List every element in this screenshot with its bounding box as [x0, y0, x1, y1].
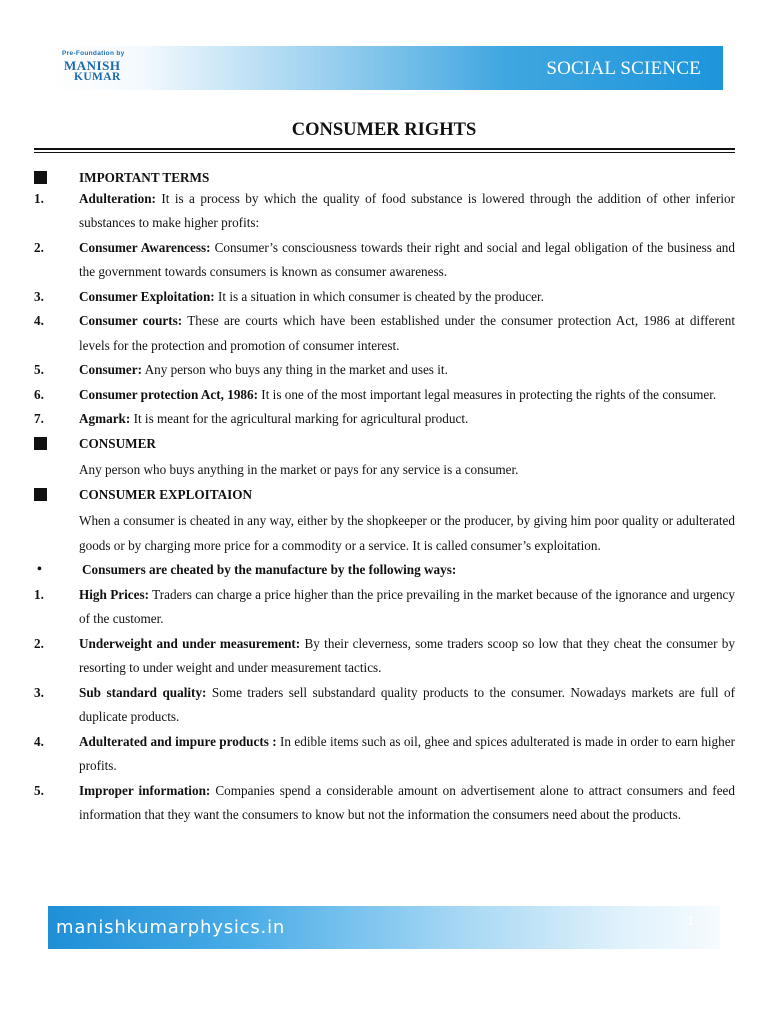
- item-number: 7.: [34, 411, 44, 426]
- title-rule-thick: [34, 148, 735, 150]
- section-heading: CONSUMER EXPLOITAION: [79, 486, 253, 502]
- logo-name-last: KUMAR: [74, 71, 121, 83]
- section-heading-row: [34, 483, 735, 510]
- way-label: Improper information:: [79, 782, 211, 798]
- section-paragraph: When a consumer is cheated in any way, either by the shopkeeper or the producer, by giving him poor quality or adulterated goods or by charging more price for a commodity or a service. It is called consumer’s exploitation.: [79, 513, 735, 553]
- brand-logo: [60, 50, 170, 88]
- term-label: Agmark:: [79, 411, 131, 426]
- item-number: 2.: [34, 635, 44, 651]
- item-number: 5.: [34, 782, 44, 798]
- item-number: 5.: [34, 362, 44, 377]
- bullet-dot-icon: •: [37, 562, 42, 577]
- term-label: Consumer protection Act, 1986:: [79, 386, 258, 402]
- way-label: Sub standard quality:: [79, 684, 207, 700]
- footer-banner: [48, 906, 720, 949]
- website-label: manishkumarphysics.in: [56, 917, 286, 938]
- paragraph-row: [34, 509, 735, 558]
- term-text: It is meant for the agricultural marking for agricultural product.: [133, 411, 469, 426]
- document-body: [34, 166, 735, 828]
- item-number: 4.: [34, 733, 44, 749]
- term-label: Consumer:: [79, 362, 143, 377]
- section-heading: CONSUMER: [79, 435, 156, 451]
- ways-heading-row: [34, 558, 735, 583]
- term-text: These are courts which have been established under the consumer protection Act, 1986 at different levels for the protection and promotion of consumer interest.: [79, 313, 736, 353]
- term-text: Any person who buys any thing in the market and uses it.: [144, 362, 448, 377]
- square-bullet-icon: [34, 437, 47, 450]
- term-label: Consumer Awarencess:: [79, 239, 211, 255]
- ways-heading: Consumers are cheated by the manufacture by the following ways:: [82, 562, 457, 577]
- item-number: 3.: [34, 288, 44, 304]
- way-text: In edible items such as oil, ghee and spices adulterated is made in order to earn higher profits.: [79, 733, 735, 773]
- title-rule-thin: [34, 152, 735, 153]
- term-label: Adulteration:: [79, 190, 156, 206]
- term-item: [34, 383, 735, 408]
- way-item: [34, 583, 735, 632]
- term-item: [34, 236, 735, 285]
- way-text: Companies spend a considerable amount on advertisement alone to attract consumers and feed information that they want the consumers to know but not the information the consumers need about the products.: [79, 782, 735, 822]
- way-label: Adulterated and impure products :: [79, 733, 277, 749]
- term-text: Consumer’s consciousness towards their right and social and legal obligation of the business and the government towards consumers is known as consumer awareness.: [79, 239, 735, 279]
- way-text: By their cleverness, some traders scoop so low that they cheat the consumer by resorting to under weight and under measurement tactics.: [79, 635, 735, 675]
- page-number: 1: [687, 914, 694, 928]
- way-label: High Prices:: [79, 586, 149, 602]
- item-number: 1.: [34, 190, 44, 206]
- square-bullet-icon: [34, 171, 47, 184]
- term-item: [34, 187, 735, 236]
- subject-label: SOCIAL SCIENCE: [546, 58, 701, 79]
- item-number: 2.: [34, 239, 44, 255]
- term-item: [34, 407, 735, 432]
- term-text: It is one of the most important legal measures in protecting the rights of the consumer.: [261, 386, 717, 402]
- term-text: It is a situation in which consumer is cheated by the producer.: [217, 288, 544, 304]
- section-heading-row: [34, 432, 735, 459]
- header-banner: [48, 46, 723, 90]
- item-number: 3.: [34, 684, 44, 700]
- square-bullet-icon: [34, 488, 47, 501]
- way-item: [34, 730, 735, 779]
- logo-tagline: Pre-Foundation by: [62, 50, 125, 57]
- item-number: 6.: [34, 386, 44, 402]
- term-item: [34, 309, 735, 358]
- way-text: Traders can charge a price higher than the price prevailing in the market because of the ignorance and urgency of the customer.: [79, 586, 735, 626]
- page-title: CONSUMER RIGHTS: [291, 120, 477, 140]
- term-label: Consumer courts:: [79, 313, 183, 328]
- item-number: 4.: [34, 313, 44, 328]
- way-text: Some traders sell substandard quality products to the consumer. Nowadays markets are full of duplicate products.: [79, 684, 735, 724]
- term-item: [34, 358, 735, 383]
- way-item: [34, 779, 735, 828]
- term-label: Consumer Exploitation:: [79, 288, 215, 304]
- way-item: [34, 632, 735, 681]
- section-paragraph: Any person who buys anything in the market or pays for any service is a consumer.: [79, 462, 519, 477]
- section-heading: IMPORTANT TERMS: [79, 170, 210, 185]
- way-item: [34, 681, 735, 730]
- term-item: [34, 285, 735, 310]
- term-text: It is a process by which the quality of food substance is lowered through the addition of other inferior substances to make higher profits:: [79, 190, 735, 230]
- paragraph-row: [34, 458, 735, 483]
- item-number: 1.: [34, 586, 44, 602]
- logo-name-first: MANISH: [64, 58, 121, 73]
- way-label: Underweight and under measurement:: [79, 635, 301, 651]
